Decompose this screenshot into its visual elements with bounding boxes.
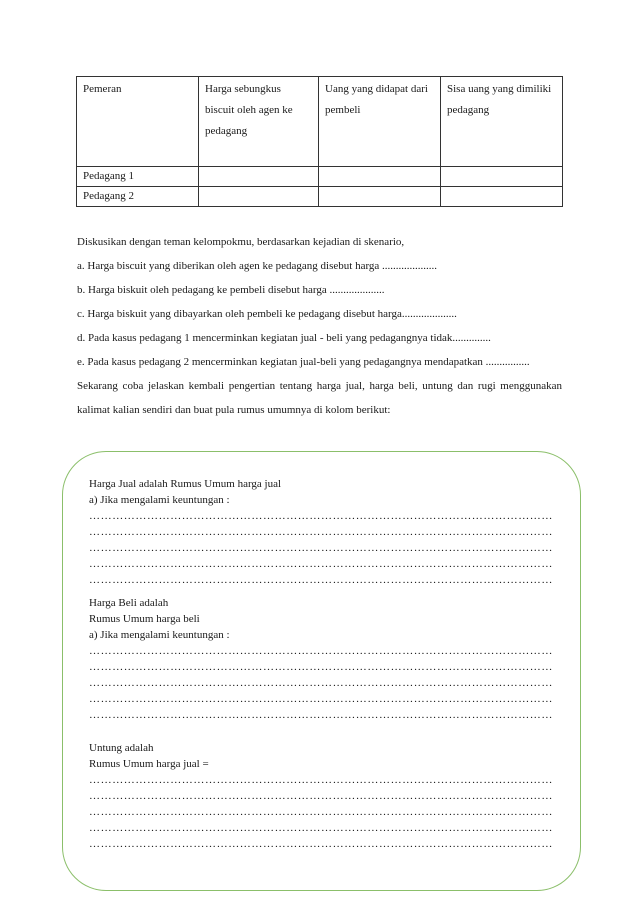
table-header-cell: Harga sebungkus biscuit oleh agen ke pedagang	[199, 77, 319, 167]
answer-line[interactable]: …………………………………………………………………………………………………………	[89, 822, 553, 834]
harga-jual-condition: a) Jika mengalami keuntungan :	[89, 494, 230, 506]
harga-jual-section	[89, 476, 569, 588]
answer-line[interactable]: …………………………………………………………………………………………………………	[89, 558, 553, 570]
answer-line[interactable]: …………………………………………………………………………………………………………	[89, 510, 553, 522]
harga-beli-section	[89, 595, 569, 723]
table-cell[interactable]	[319, 167, 441, 187]
answer-line[interactable]: …………………………………………………………………………………………………………	[89, 709, 553, 721]
answer-line[interactable]: …………………………………………………………………………………………………………	[89, 526, 553, 538]
table-cell[interactable]	[441, 167, 563, 187]
untung-section	[89, 740, 569, 852]
table-row	[77, 167, 563, 187]
answer-line[interactable]: …………………………………………………………………………………………………………	[89, 790, 553, 802]
harga-beli-definition: Harga Beli adalah	[89, 597, 169, 609]
answer-line[interactable]: …………………………………………………………………………………………………………	[89, 542, 553, 554]
answer-line[interactable]: …………………………………………………………………………………………………………	[89, 806, 553, 818]
answer-line[interactable]: …………………………………………………………………………………………………………	[89, 645, 553, 657]
table-cell[interactable]	[199, 187, 319, 207]
discussion-item-b: b. Harga biskuit oleh pedagang ke pembeli disebut harga ....................	[77, 284, 385, 296]
discussion-item-d: d. Pada kasus pedagang 1 mencerminkan kegiatan jual - beli yang pedagangnya tidak..............	[77, 332, 491, 344]
untung-formula-label: Rumus Umum harga jual =	[89, 758, 209, 770]
harga-beli-condition: a) Jika mengalami keuntungan :	[89, 629, 230, 641]
scenario-table	[76, 76, 563, 207]
table-header-cell: Uang yang didapat dari pembeli	[319, 77, 441, 167]
discussion-item-e: e. Pada kasus pedagang 2 mencerminkan kegiatan jual-beli yang pedagangnya mendapatkan ................	[77, 356, 530, 368]
table-cell: Pedagang 1	[77, 167, 199, 187]
table-cell: Pedagang 2	[77, 187, 199, 207]
table-cell[interactable]	[441, 187, 563, 207]
discussion-item-a: a. Harga biscuit yang diberikan oleh agen ke pedagang disebut harga ....................	[77, 260, 438, 272]
harga-jual-definition: Harga Jual adalah Rumus Umum harga jual	[89, 478, 282, 490]
answer-line[interactable]: …………………………………………………………………………………………………………	[89, 661, 553, 673]
answer-line[interactable]: …………………………………………………………………………………………………………	[89, 774, 553, 786]
discussion-section	[77, 230, 562, 422]
untung-definition: Untung adalah	[89, 742, 154, 754]
table-cell[interactable]	[319, 187, 441, 207]
answer-line[interactable]: …………………………………………………………………………………………………………	[89, 574, 553, 586]
table-header-cell: Pemeran	[77, 77, 199, 167]
table-row	[77, 187, 563, 207]
table-cell[interactable]	[199, 167, 319, 187]
answer-line[interactable]: …………………………………………………………………………………………………………	[89, 838, 553, 850]
answer-line[interactable]: …………………………………………………………………………………………………………	[89, 677, 553, 689]
discussion-item-c: c. Harga biskuit yang dibayarkan oleh pembeli ke pedagang disebut harga....................	[77, 308, 457, 320]
discussion-instruction: Sekarang coba jelaskan kembali pengertian tentang harga jual, harga beli, untung dan rugi menggunakan kalimat kalian sendiri dan buat pula rumus umumnya di kolom berikut:	[77, 380, 562, 416]
harga-beli-formula-label: Rumus Umum harga beli	[89, 613, 200, 625]
answer-line[interactable]: …………………………………………………………………………………………………………	[89, 693, 553, 705]
table-header-row	[77, 77, 563, 167]
table-header-cell: Sisa uang yang dimiliki pedagang	[441, 77, 563, 167]
discussion-intro: Diskusikan dengan teman kelompokmu, berdasarkan kejadian di skenario,	[77, 236, 405, 248]
